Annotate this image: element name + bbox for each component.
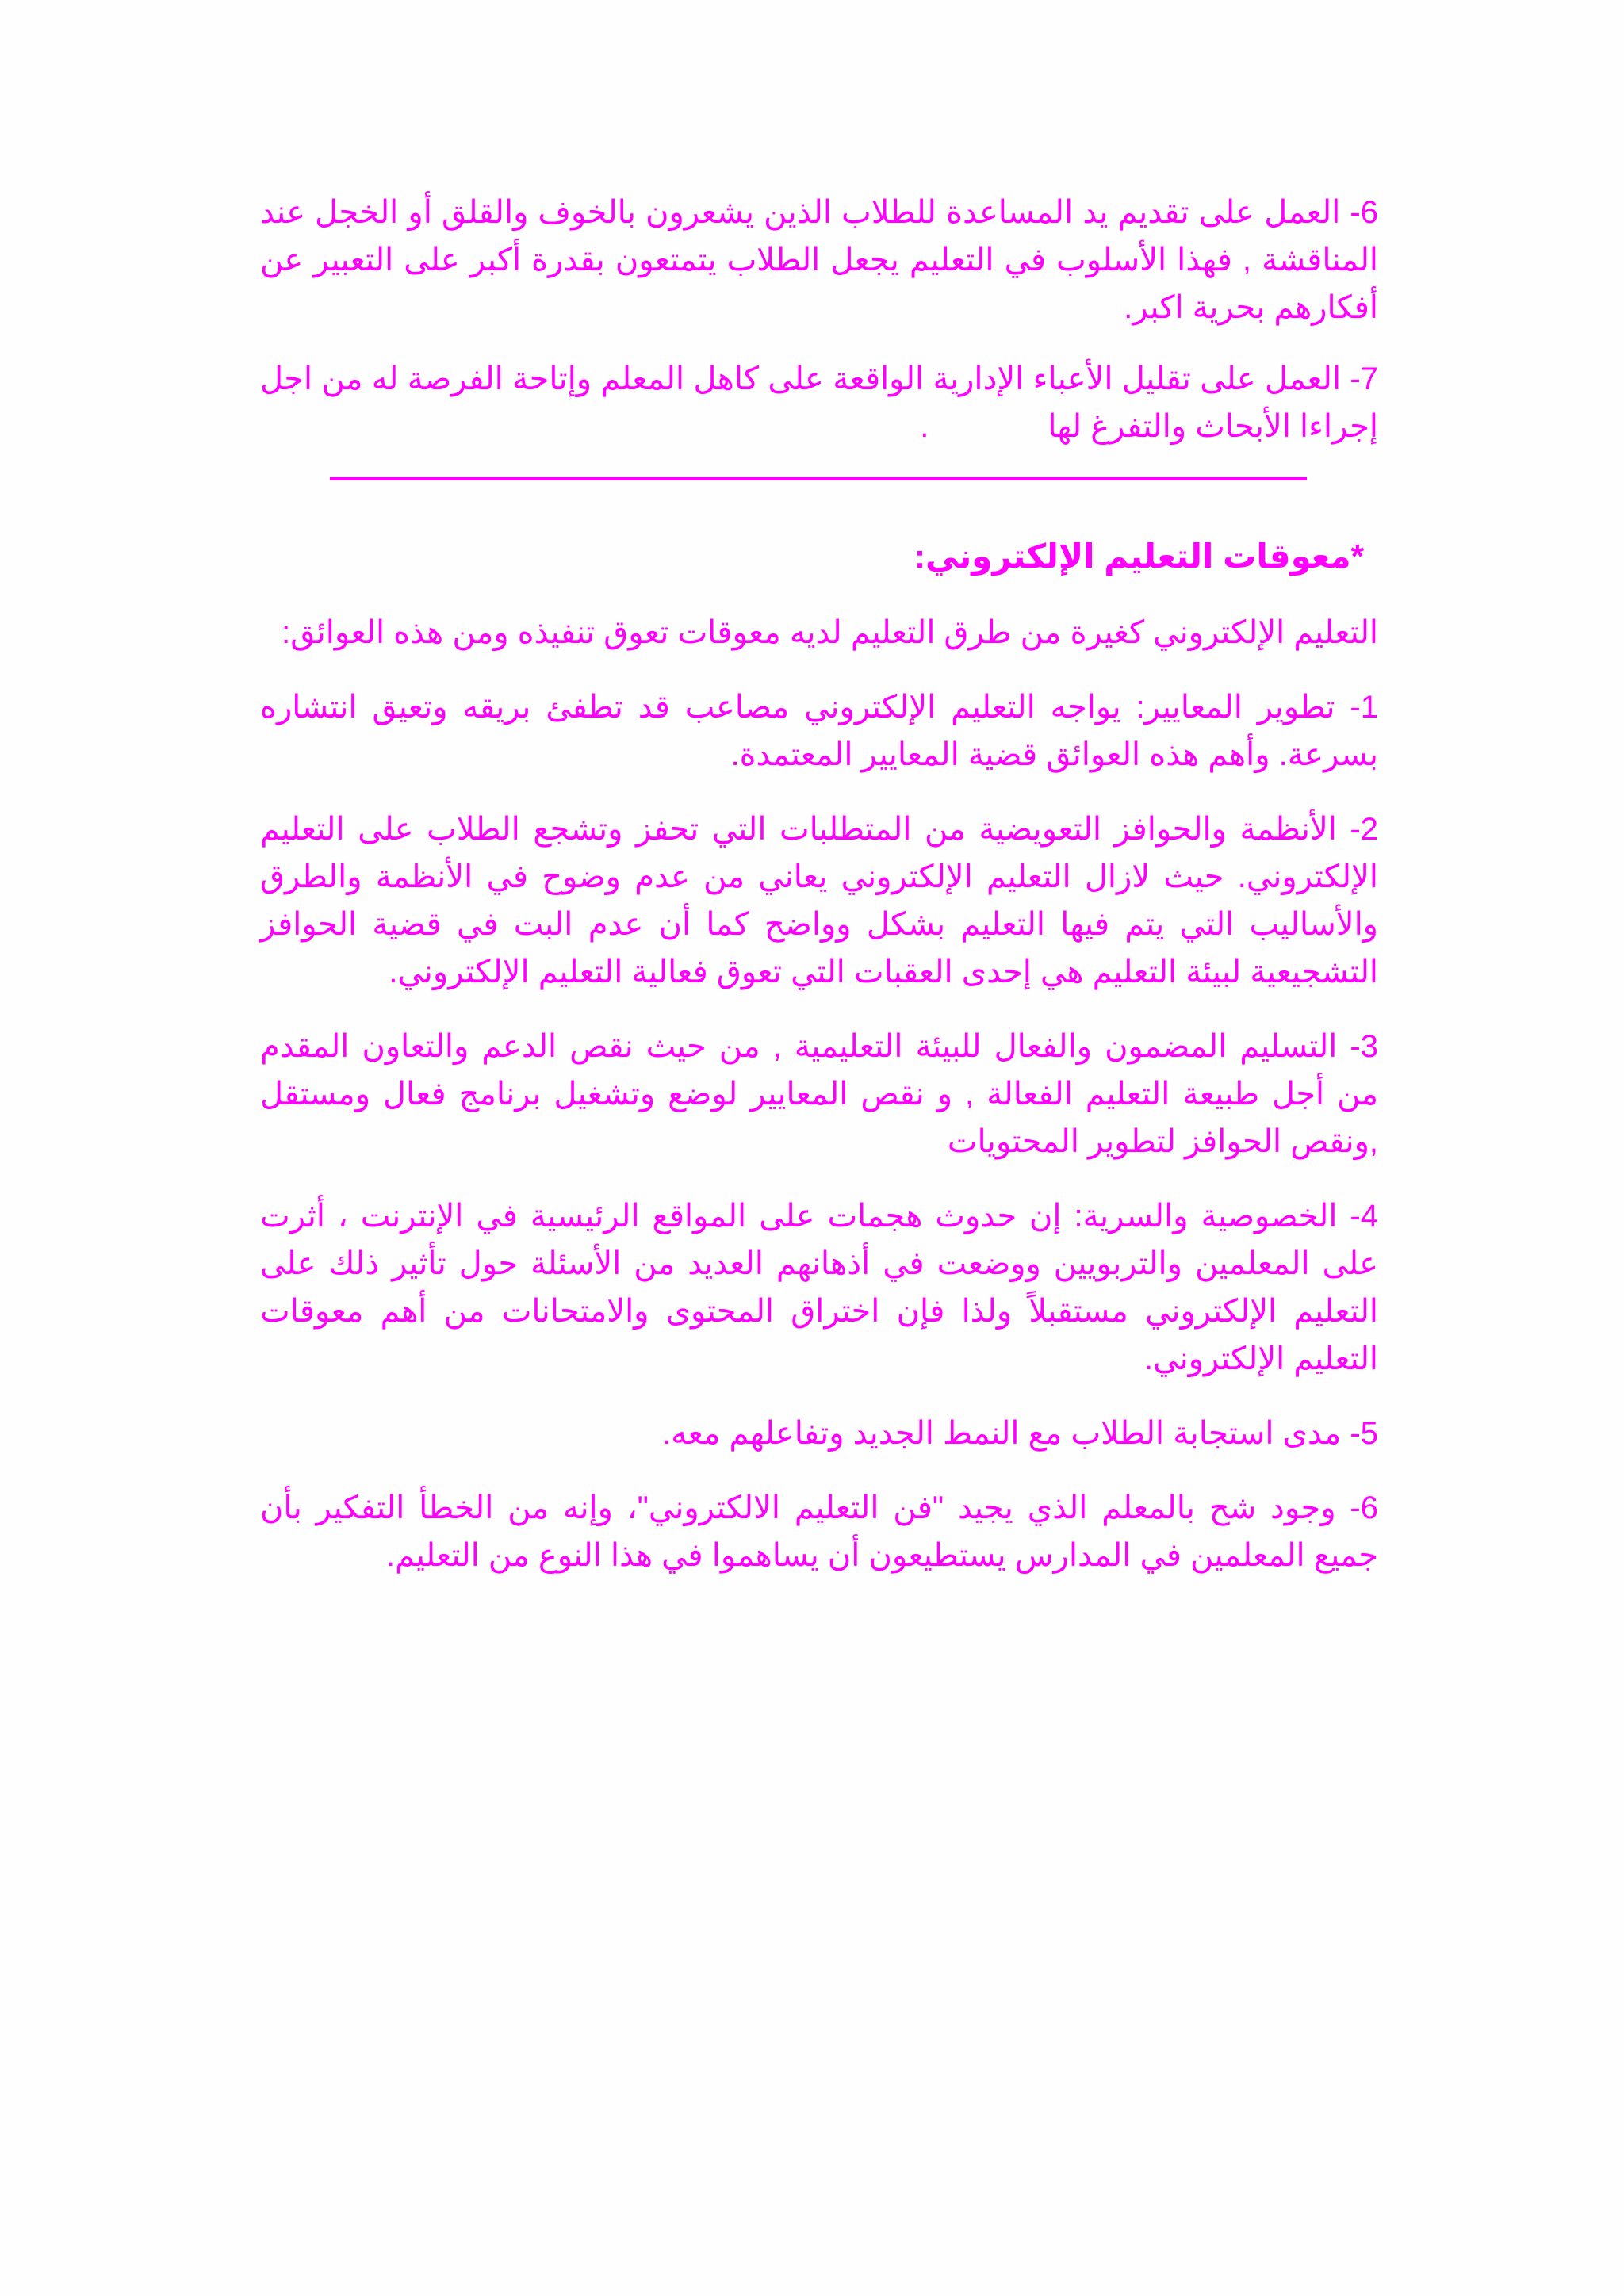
section-intro: التعليم الإلكتروني كغيرة من طرق التعليم لديه معوقات تعوق تنفيذه ومن هذه العوائق:	[282, 615, 1378, 650]
obstacle-item: 3- التسليم المضمون والفعال للبيئة التعليمية , من حيث نقص الدعم والتعاون المقدم من أجل طبيعة التعليم الفعالة , و نقص المعايير لوضع وتشغيل برنامج فعال ومستقل ,ونقص الحوافز لتطوير المحتويات	[260, 1029, 1378, 1159]
obstacle-item: 5- مدى استجابة الطلاب مع النمط الجديد وتفاعلهم معه.	[662, 1416, 1378, 1451]
list-item: 6- العمل على تقديم يد المساعدة للطلاب الذين يشعرون بالخوف والقلق أو الخجل عند المناقشة , فهذا الأسلوب في التعليم يجعل الطلاب يتمتعون بقدرة أكبر على التعبير عن أفكارهم بحرية اكبر.	[260, 195, 1378, 325]
section-divider	[330, 477, 1307, 480]
document-body	[260, 189, 1378, 1606]
list-item-tail: .	[920, 409, 929, 444]
obstacle-item: 4- الخصوصية والسرية: إن حدوث هجمات على المواقع الرئيسية في الإنترنت ، أثرت على المعلمين والتربويين ووضعت في أذهانهم العديد من الأسئلة حول تأثير ذلك على التعليم الإلكتروني مستقبلاً ولذا فإن اختراق المحتوى والامتحانات من أهم معوقات التعليم الإلكتروني.	[260, 1199, 1378, 1376]
section-heading: *معوقات التعليم الإلكتروني:	[914, 538, 1364, 575]
obstacle-item: 1- تطوير المعايير: يواجه التعليم الإلكتروني مصاعب قد تطفئ بريقه وتعيق انتشاره بسرعة. وأهم هذه العوائق قضية المعايير المعتمدة.	[260, 690, 1378, 772]
obstacle-item: 6- وجود شح بالمعلم الذي يجيد "فن التعليم الالكتروني"، وإنه من الخطأ التفكير بأن جميع المعلمين في المدارس يستطيعون أن يساهموا في هذا النوع من التعليم.	[260, 1490, 1378, 1573]
list-item-text: 7- العمل على تقليل الأعباء الإدارية الواقعة على كاهل المعلم وإتاحة الفرصة له من اجل إجراءا الأبحاث والتفرغ لها	[260, 362, 1378, 444]
obstacle-item: 2- الأنظمة والحوافز التعويضية من المتطلبات التي تحفز وتشجع الطلاب على التعليم الإلكتروني. حيث لازال التعليم الإلكتروني يعاني من عدم وضوح في الأنظمة والطرق والأساليب التي يتم فيها التعليم بشكل وواضح كما أن عدم البت في قضية الحوافز التشجيعية لبيئة التعليم هي إحدى العقبات التي تعوق فعالية التعليم الإلكتروني.	[260, 812, 1378, 989]
list-item	[260, 355, 1378, 450]
